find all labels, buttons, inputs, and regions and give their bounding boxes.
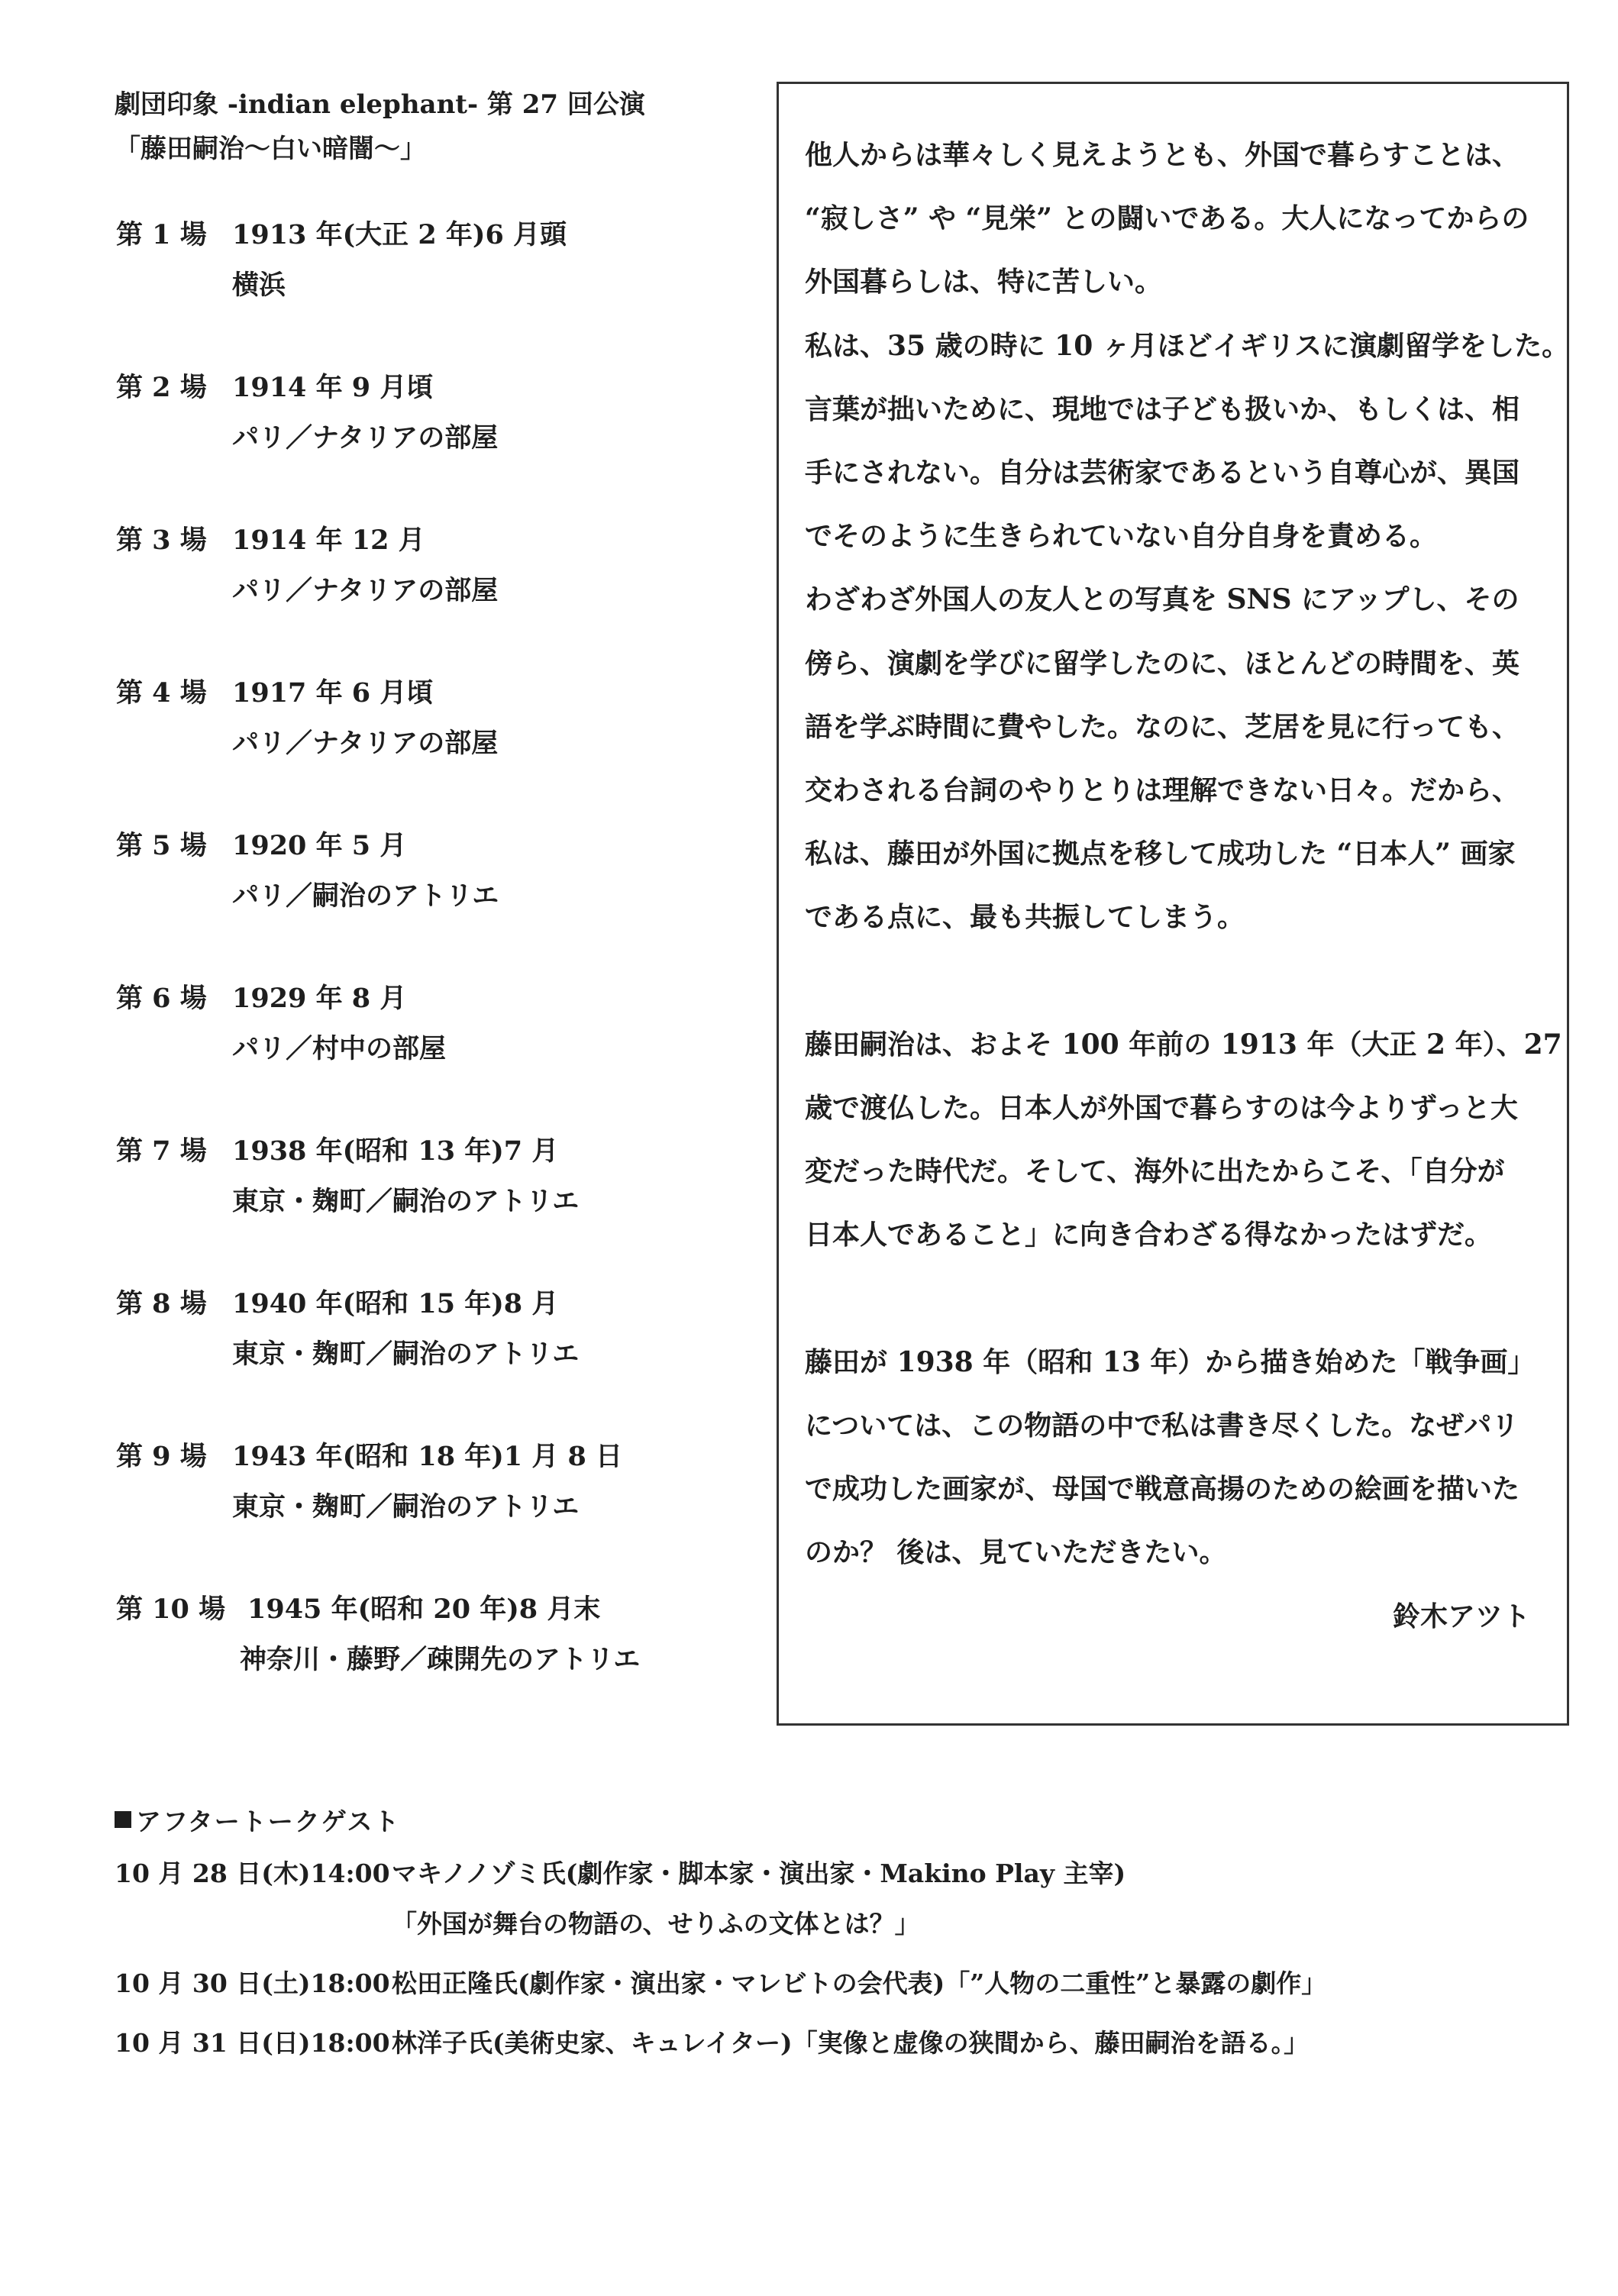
scene-item [116, 208, 765, 360]
scene-item [116, 360, 765, 513]
scene-place: パリ／ナタリアの部屋 [232, 728, 499, 759]
essay-line: 変だった時代だ。そして、海外に出たからこそ、「自分が [805, 1155, 1505, 1188]
scene-time: 1940 年(昭和 15 年)8 月 [232, 1288, 559, 1319]
after-talk-date: 10 月 28 日(木)14:00 [115, 1858, 390, 1888]
scene-time: 1914 年 12 月 [232, 525, 425, 556]
after-talk-guest: マキノノゾミ氏(劇作家・脚本家・演出家・Makino Play 主宰) [392, 1858, 1126, 1888]
essay-line: 交わされる台詞のやりとりは理解できない日々。だから、 [805, 774, 1520, 807]
scene-number: 第 7 場 [116, 1135, 207, 1167]
scene-item [116, 819, 765, 971]
scene-place: パリ／村中の部屋 [232, 1033, 447, 1064]
essay-line: 手にされない。自分は芸術家であるという自尊心が、異国 [805, 457, 1520, 489]
scene-number: 第 8 場 [116, 1288, 207, 1319]
scene-item [116, 1582, 765, 1735]
program-header [115, 82, 764, 171]
scene-number: 第 5 場 [116, 830, 207, 861]
black-square-icon [115, 1811, 131, 1828]
after-talk-guest: 松田正隆氏(劇作家・演出家・マレビトの会代表)「”人物の二重性”と暴露の劇作」 [392, 1968, 1327, 1998]
essay-line: で成功した画家が、母国で戦意高揚のための絵画を描いた [805, 1473, 1520, 1506]
scene-time: 1917 年 6 月頃 [232, 677, 434, 709]
essay-line: 他人からは華々しく見えようとも、外国で暮らすことは、 [805, 139, 1520, 171]
essay-signature: 鈴木アツト [1392, 1600, 1530, 1632]
scene-item [116, 1429, 765, 1582]
scene-item [116, 666, 765, 819]
scene-number: 第 9 場 [116, 1441, 207, 1472]
after-talk-heading [115, 1793, 1565, 1846]
essay-line: 藤田が 1938 年（昭和 13 年）から描き始めた「戦争画」 [805, 1345, 1536, 1378]
scene-time: 1929 年 8 月 [232, 983, 407, 1014]
essay-line: 外国暮らしは、特に苦しい。 [805, 266, 1163, 299]
scene-place: 東京・麹町／嗣治のアトリエ [232, 1339, 580, 1370]
scene-time: 1920 年 5 月 [232, 830, 407, 861]
scene-place: 東京・麹町／嗣治のアトリエ [232, 1186, 580, 1217]
scene-place: パリ／嗣治のアトリエ [232, 880, 499, 912]
essay-line: 私は、藤田が外国に拠点を移して成功した “日本人” 画家 [805, 838, 1516, 870]
scene-list [116, 208, 765, 1735]
scene-time: 1938 年(昭和 13 年)7 月 [232, 1135, 559, 1167]
scene-number: 第 10 場 [116, 1594, 226, 1625]
scene-place: 横浜 [232, 270, 286, 301]
essay-line: でそのように生きられていない自分自身を責める。 [805, 520, 1438, 553]
essay-line: のか？ 後は、見ていただきたい。 [805, 1536, 1227, 1569]
scene-item [116, 513, 765, 666]
scene-item [116, 1124, 765, 1277]
scene-item [116, 971, 765, 1124]
scene-place: パリ／ナタリアの部屋 [232, 422, 499, 454]
essay-line: 日本人であること」に向き合わざる得なかったはずだ。 [805, 1219, 1493, 1251]
essay-line: わざわざ外国人の友人との写真を SNS にアップし、その [805, 583, 1519, 616]
essay-line: 私は、35 歳の時に 10 ヶ月ほどイギリスに演劇留学をした。 [805, 329, 1570, 362]
scene-number: 第 4 場 [116, 677, 207, 709]
essay-line: 言葉が拙いために、現地では子ども扱いか、もしくは、相 [805, 392, 1520, 425]
troupe-performance-title: 劇団印象 -indian elephant- 第 27 回公演 [115, 89, 645, 120]
after-talk-date: 10 月 30 日(土)18:00 [115, 1968, 390, 1998]
after-talk-entry [115, 1956, 1565, 2007]
after-talk-guest: 林洋子氏(美術史家、キュレイター)「実像と虚像の狭間から、藤田嗣治を語る。」 [392, 2027, 1310, 2058]
essay-line: 語を学ぶ時間に費やした。なのに、芝居を見に行っても、 [805, 710, 1520, 743]
scene-place: 東京・麹町／嗣治のアトリエ [232, 1491, 580, 1523]
after-talk-entry [115, 2016, 1565, 2066]
scene-number: 第 6 場 [116, 983, 207, 1014]
after-talk-date: 10 月 31 日(日)18:00 [115, 2027, 390, 2058]
scene-time: 1945 年(昭和 20 年)8 月末 [247, 1594, 601, 1625]
scene-number: 第 2 場 [116, 372, 207, 403]
essay-line: “寂しさ” や “見栄” との闘いである。大人になってからの [805, 202, 1529, 235]
scene-item [116, 1277, 765, 1429]
after-talk-topic: 「外国が舞台の物語の、せりふの文体とは？」 [392, 1908, 920, 1939]
director-essay-box [777, 82, 1569, 1726]
after-talk-section [115, 1793, 1565, 2066]
scene-time: 1914 年 9 月頃 [232, 372, 434, 403]
scene-time: 1913 年(大正 2 年)6 月頭 [232, 219, 567, 250]
essay-line: 傍ら、演劇を学びに留学したのに、ほとんどの時間を、英 [805, 647, 1520, 680]
essay-line: 藤田嗣治は、およそ 100 年前の 1913 年（大正 2 年）、27 [805, 1028, 1562, 1061]
scene-time: 1943 年(昭和 18 年)1 月 8 日 [232, 1441, 623, 1472]
essay-line: 歳で渡仏した。日本人が外国で暮らすのは今よりずっと大 [805, 1092, 1518, 1125]
after-talk-title: アフタートークゲスト [136, 1806, 401, 1836]
scene-number: 第 3 場 [116, 525, 207, 556]
scene-place: パリ／ナタリアの部屋 [232, 575, 499, 606]
essay-line: については、この物語の中で私は書き尽くした。なぜパリ [805, 1410, 1519, 1442]
after-talk-entry [115, 1846, 1565, 1947]
essay-line: である点に、最も共振してしまう。 [805, 901, 1245, 934]
scene-number: 第 1 場 [116, 219, 207, 250]
play-title: 「藤田嗣治〜白い暗闇〜」 [115, 134, 426, 164]
scene-place: 神奈川・藤野／疎開先のアトリエ [240, 1644, 641, 1675]
